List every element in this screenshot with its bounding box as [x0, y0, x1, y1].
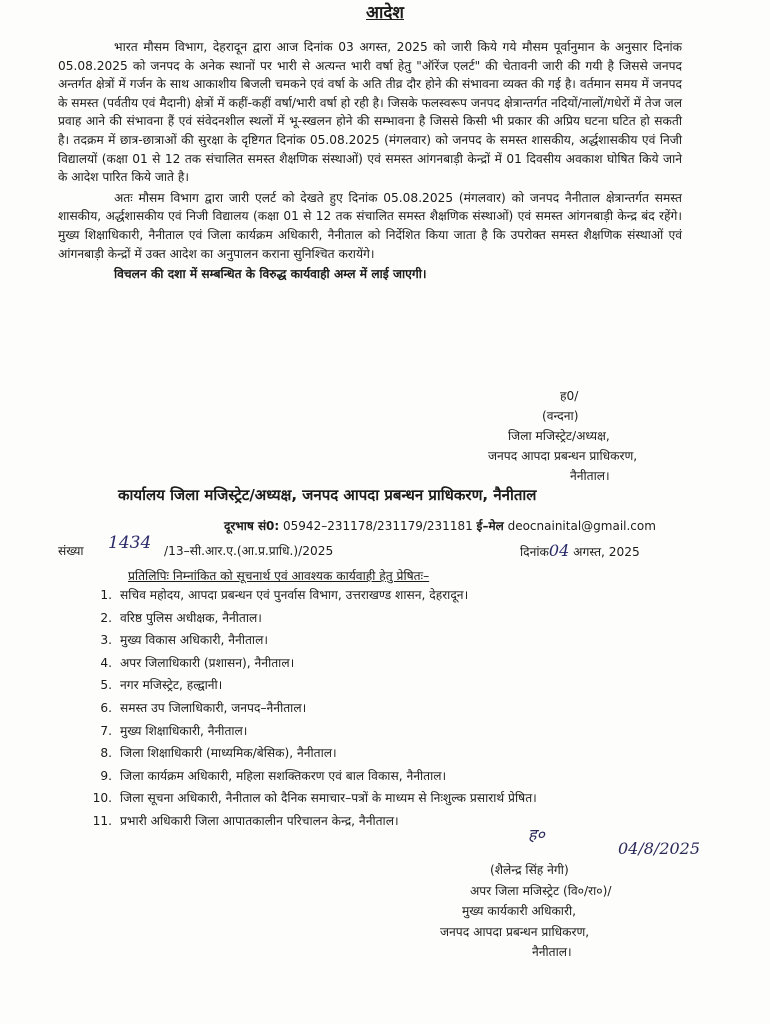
list-item: 4. अपर जिलाधिकारी (प्रशासन), नैनीताल।: [100, 655, 295, 670]
signed-mark: ह0/: [560, 389, 579, 403]
adm-signature-block: [440, 860, 690, 963]
email-label: ई–मेल: [476, 519, 504, 533]
order-paragraph-1: भारत मौसम विभाग, देहरादून द्वारा आज दिनांक 03 अगस्त, 2025 को जारी किये गये मौसम पूर्वानुमान के अनुसार दिनांक 05.08.2025 को जनपद के अनेक स्थानों पर भारी से अत्यन्त भारी वर्षा हेतु "ऑरेंज एलर्ट" की चेतावनी जारी की गयी है जिससे जनपद अन्तर्गत क्षेत्रों में गर्जन के साथ आकाशीय बिजली चमकने एवं वर्षा के अति तीव्र दौर होने की संभावना व्यक्त की गई है। वर्तमान समय में जनपद के समस्त (पर्वतीय एवं मैदानी) क्षेत्रों में कहीं-कहीं वर्षा/भारी वर्षा हो रही है। जिसके फलस्वरूप जनपद क्षेत्रान्तर्गत नदियों/नालों/गधेरों में तेज जल प्रवाह आने की संभावना हैं एवं संवेदनशील स्थलों में भू-स्खलन होने की सम्भावना है जिससे किसी भी प्रकार की अप्रिय घटना घटित हो सकती है। तदक्रम में छात्र-छात्राओं की सुरक्षा के दृष्टिगत दिनांक 05.08.2025 (मंगलवार) को जनपद के समस्त शासकीय, अर्द्धशासकीय एवं निजी विद्यालयों (कक्षा 01 से 12 तक संचालित समस्त शैक्षणिक संस्थाओं) एवं समस्त आंगनबाड़ी केन्द्रों में 01 दिवसीय अवकाश घोषित किये जाने के आदेश पारित किये जाते है।: [58, 40, 682, 185]
magistrate-signature-block: [488, 386, 718, 486]
contact-line: [224, 517, 656, 536]
signatory-name: (वन्दना): [542, 409, 579, 423]
signatory-designation: अपर जिला मजिस्ट्रेट (वि०/रा०)/: [470, 883, 612, 898]
document-title: आदेश: [366, 3, 404, 23]
list-item: 11. प्रभारी अधिकारी जिला आपातकालीन परिचालन केन्द्र, नैनीताल।: [92, 813, 399, 828]
list-item: 8. जिला शिक्षाधिकारी (माध्यमिक/बेसिक), नैनीताल।: [100, 746, 337, 761]
reference-date: [520, 542, 640, 562]
signatory-place: नैनीताल।: [570, 469, 610, 483]
order-paragraph-3: विचलन की दशा में सम्बन्धित के विरुद्ध कार्यवाही अम्ल में लाई जाएगी।: [114, 267, 427, 282]
reference-line: [58, 533, 678, 562]
phone-label: दूरभाष सं0:: [224, 519, 280, 533]
handwritten-signature: ह०: [528, 825, 545, 844]
list-item: 10. जिला सूचना अधिकारी, नैनीताल को दैनिक समाचार–पत्रों के माध्यम से निःशुल्क प्रसारार्थ प्रेषित।: [92, 791, 537, 806]
distribution-list: [84, 584, 704, 833]
list-item: 3. मुख्य विकास अधिकारी, नैनीताल।: [100, 633, 268, 648]
reference-number: /13–सी.आर.ए.(आ.प्र.प्राधि.)/2025: [164, 544, 334, 558]
list-item: 5. नगर मजिस्ट्रेट, हल्द्वानी।: [100, 678, 223, 693]
list-item: 9. जिला कार्यक्रम अधिकारी, महिला सशक्तिकरण एवं बाल विकास, नैनीताल।: [100, 768, 447, 783]
date-rest: अगस्त, 2025: [573, 545, 640, 559]
signatory-designation-2: मुख्य कार्यकारी अधिकारी,: [462, 904, 576, 919]
date-day-handwritten: 04: [548, 541, 570, 560]
reference-number-handwritten: 1434: [108, 533, 152, 553]
list-item: 1. सचिव महोदय, आपदा प्रबन्धन एवं पुनर्वास विभाग, उत्तराखण्ड शासन, देहरादून।: [100, 588, 469, 602]
signatory-place: नैनीताल।: [532, 945, 572, 960]
signatory-designation: जिला मजिस्ट्रेट/अध्यक्ष,: [508, 429, 610, 443]
list-item: 6. समस्त उप जिलाधिकारी, जनपद–नैनीताल।: [100, 700, 307, 715]
list-item: 2. वरिष्ठ पुलिस अधीक्षक, नैनीताल।: [100, 610, 262, 625]
copy-to-heading: प्रतिलिपिः निम्नांकित को सूचनार्थ एवं आवश्यक कार्यवाही हेतु प्रेषितः–: [128, 569, 430, 583]
order-paragraph-2: अतः मौसम विभाग द्वारा जारी एलर्ट को देखते हुए दिनांक 05.08.2025 (मंगलवार) को जनपद नैनीताल क्षेत्रान्तर्गत समस्त शासकीय, अर्द्धशासकीय एवं निजी विद्यालय (कक्षा 01 से 12 तक संचालित समस्त शैक्षणिक संस्थाओं) एवं समस्त आंगनबाड़ी केन्द्र बंद रहेंगे। मुख्य शिक्षाधिकारी, नैनीताल एवं जिला कार्यक्रम अधिकारी, नैनीताल को निर्देशित किया जाता है कि उपरोक्त समस्त शैक्षणिक संस्थाओं एवं आंगनबाड़ी केन्द्रों में उक्त आदेश का अनुपालन कराना सुनिश्चित करायेंगे।: [58, 190, 682, 261]
email-address: deocnainital@gmail.com: [507, 519, 656, 533]
list-item: 7. मुख्य शिक्षाधिकारी, नैनीताल।: [100, 723, 248, 738]
handwritten-signature-date: 04/8/2025: [618, 839, 701, 858]
order-body: [58, 38, 682, 284]
office-heading: कार्यालय जिला मजिस्ट्रेट/अध्यक्ष, जनपद आपदा प्रबन्धन प्राधिकरण, नैनीताल: [118, 486, 537, 504]
reference-number-label: संख्या: [58, 544, 84, 558]
signatory-authority: जनपद आपदा प्रबन्धन प्राधिकरण,: [440, 924, 590, 939]
date-label: दिनांक: [520, 545, 549, 559]
phone-number: 05942–231178/231179/231181: [283, 519, 473, 533]
signatory-name: (शैलेन्द्र सिंह नेगी): [490, 863, 569, 877]
signatory-authority: जनपद आपदा प्रबन्धन प्राधिकरण,: [488, 449, 638, 463]
